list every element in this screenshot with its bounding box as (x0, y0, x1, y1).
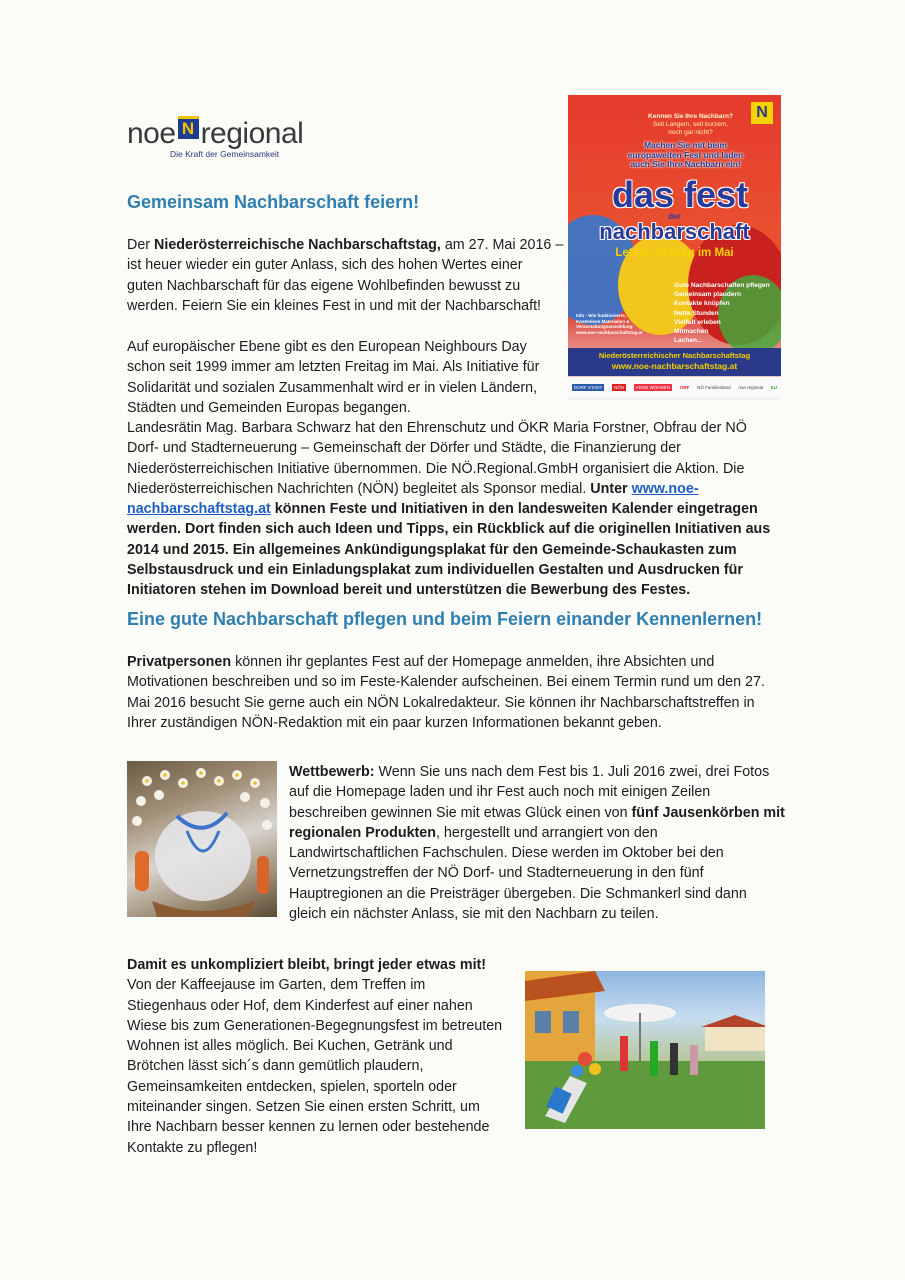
website-link-cont[interactable]: nachbarschaftstag.at (127, 501, 271, 518)
bring-line-9: Kontakte zu pflegen! (127, 1139, 258, 1156)
poster-banner: Niederösterreichischer Nachbarschaftstag www.noe-nachbarschaftstag.at (568, 348, 781, 376)
poster-question: Kennen Sie Ihre Nachbarn? Seit Langem, seit kurzem, noch gar nicht? (648, 113, 733, 136)
bring-heading: Damit es unkompliziert bleibt, bringt jeder etwas mit! (127, 957, 487, 973)
competition-line-8: gleich ein nächster Anlass, sie mit den Nachbarn zu teilen. (289, 906, 659, 923)
sponsor-logo-orf: ORF (679, 384, 690, 390)
bring-line-6: Gemeinsamkeiten entdecken, spielen, sporteln oder (127, 1078, 457, 1095)
sponsor-line-9: Initiatoren stehen im Download bereit und unterstützen die Bewerbung des Festes. (127, 582, 691, 599)
private-line-1: Privatpersonen können ihr geplantes Fest auf der Homepage anmelden, ihre Absichten und (127, 654, 715, 670)
poster-callout: Machen Sie mit beim europaweiten Fest und laden auch Sie Ihre Nachbarn ein! (627, 140, 744, 170)
website-link[interactable]: www.noe- (631, 480, 699, 497)
logo-word-regional: regional (200, 117, 304, 150)
european-line-2: schon seit 1999 immer am letzten Freitag im Mai. Als Initiative für (127, 359, 540, 376)
sponsor-line-7: 2014 und 2015. Ein allgemeines Ankündigungsplakat für den Gemeinde-Schaukasten zum (127, 541, 737, 558)
gift-basket-photo (127, 761, 277, 917)
event-poster (568, 95, 781, 400)
sponsor-logo-arge: ARGE WOHNEN (635, 384, 671, 390)
poster-sponsor-row (568, 377, 781, 397)
section-heading: Eine gute Nachbarschaft pflegen und beim Feiern einander Kennenlernen! (127, 609, 763, 629)
bring-line-2: Stiegenhaus oder Hof, dem Kinderfest auf einer nahen (127, 997, 473, 1014)
intro-line-3: guten Nachbarschaft für das eigene Wohlbefinden bewusst zu (127, 277, 521, 294)
gift-basket-illustration (127, 761, 277, 917)
competition-line-1: Wettbewerb: Wenn Sie uns nach dem Fest bis 1. Juli 2016 zwei, drei Fotos (289, 764, 770, 780)
competition-line-2: auf die Homepage laden und ihr Fest auch noch mit einigen Zeilen (289, 784, 711, 801)
logo-word-noe: noe (127, 117, 176, 150)
garden-party-illustration (525, 971, 765, 1129)
private-line-4: Ihrer zuständigen NÖN-Redaktion mit ein paar kurzen Informationen bekannt geben. (127, 714, 662, 731)
european-line-4: Städten und Gemeinden Europas begangen. (127, 399, 411, 416)
noe-regional-logo (127, 116, 347, 172)
bring-line-8: Ihre Nachbarn besser kennen zu lernen oder bestehende (127, 1119, 490, 1136)
sponsor-line-3: Niederösterreichischen Initiative übernommen. Die NÖ.Regional.GmbH organisiert die Aktion. Die (127, 460, 745, 477)
sponsor-logo-familienland: NÖ Familienland (697, 384, 731, 390)
private-line-2: Motivationen beschreiben und so im Feste-Kalender aufscheinen. Bei einem Termin rund um den 27. (127, 674, 765, 691)
poster-list: Gute Nachbarschaften pflegen Gemeinsam plaudern Kontakte knüpfen Nette Stunden Vielfalt erleben Mitmachen Lachen... (674, 282, 770, 345)
intro-line-4: werden. Feiern Sie ein kleines Fest in und mit der Nachbarschaft! (127, 297, 542, 314)
competition-line-3: beschreiben gewinnen Sie mit etwas Glück einen von fünf Jausenkörben mit (289, 804, 785, 821)
sponsor-logo-dorf: DORF STADT (573, 384, 603, 390)
bring-line-3: Wiese bis zum Generationen-Begegnungsfest im betreuten (127, 1017, 503, 1034)
european-line-3: Solidarität und sozialen Zusammenhalt wird er in vielen Ländern, (127, 379, 538, 396)
logo-n-icon: N (178, 116, 199, 139)
competition-line-4: regionalen Produkten, hergestellt und arrangiert von den (289, 824, 658, 841)
competition-paragraph (289, 762, 789, 924)
page-title: Gemeinsam Nachbarschaft feiern! (127, 192, 420, 212)
intro-paragraph (127, 235, 567, 316)
poster-info: Info - Wie funktionierts, Kostenlose Materialien & Veranstaltungsanmeldung: www.noe-nachbarschaftstag.at (576, 313, 643, 335)
bring-line-4: Wohnen ist alles möglich. Bei Kuchen, Getränk und (127, 1038, 453, 1055)
intro-bold: Niederösterreichische Nachbarschaftstag, (154, 237, 441, 253)
intro-line-1: Der Niederösterreichische Nachbarschaftstag, am 27. Mai 2016 – (127, 237, 564, 253)
european-day-paragraph (127, 337, 567, 418)
private-paragraph (127, 652, 792, 733)
bring-something-paragraph (127, 955, 522, 1158)
competition-line-5: Landwirtschaftlichen Fachschulen. Diese werden im Oktober bei den (289, 845, 724, 862)
poster-title-der: der (668, 212, 681, 221)
poster-date: Letzter Freitag im Mai (615, 247, 734, 259)
sponsor-line-1: Landesrätin Mag. Barbara Schwarz hat den Ehrenschutz und ÖKR Maria Forstner, Obfrau der NÖ (127, 420, 747, 436)
poster-n-icon: N (751, 102, 773, 124)
poster-title-das-fest: das fest (611, 174, 749, 215)
sponsor-logo-noen: NÖN (613, 384, 624, 390)
bring-line-7: miteinander singen. Setzen Sie einen ersten Schritt, um (127, 1099, 480, 1116)
sponsor-line-5: nachbarschaftstag.at können Feste und Initiativen in den landesweiten Kalender eingetragen (127, 501, 758, 518)
european-line-1: Auf europäischer Ebene gibt es den European Neighbours Day (127, 339, 527, 355)
sponsor-logo-eu: EU (770, 384, 778, 390)
garden-party-photo (525, 971, 765, 1129)
private-line-3: Mai 2016 besucht Sie gerne auch ein NÖN Lokalredakteur. Sie können ihr Nachbarschaftstreffen in (127, 694, 755, 711)
logo-tagline: Die Kraft der Gemeinsamkeit (170, 149, 280, 159)
sponsor-logo-noeregional: noe regional (738, 384, 764, 390)
competition-line-7: Hauptregionen an die Preisträger übergeben. Die Schmankerl sind dann (289, 885, 747, 902)
poster-title-nachbarschaft: nachbarschaft (599, 219, 750, 244)
sponsor-paragraph (127, 418, 787, 601)
sponsor-line-4: Niederösterreichischen Nachrichten (NÖN) begleitet als Sponsor medial. Unter www.noe- (127, 480, 699, 497)
bring-line-1: Von der Kaffeejause im Garten, dem Treffen im (127, 977, 426, 994)
sponsor-line-6: werden. Dort finden sich auch Ideen und Tipps, ein Rückblick auf die originellen Initiativen aus (127, 521, 771, 538)
sponsor-line-8: Selbstausdruck und ein Einladungsplakat zum individuellen Gestalten und Ausdrucken für (127, 562, 743, 579)
competition-line-6: Vernetzungstreffen der NÖ Dorf- und Stadterneuerung in den fünf (289, 865, 704, 882)
sponsor-line-2: Dorf- und Stadterneuerung – Gemeinschaft der Dörfer und Städte, die Finanzierung der (127, 440, 681, 457)
bring-line-5: Brötchen lässt sich´s dann gemütlich plaudern, (127, 1058, 424, 1075)
intro-line-2: ist heuer wieder ein guter Anlass, sich des hohen Wertes einer (127, 257, 523, 274)
